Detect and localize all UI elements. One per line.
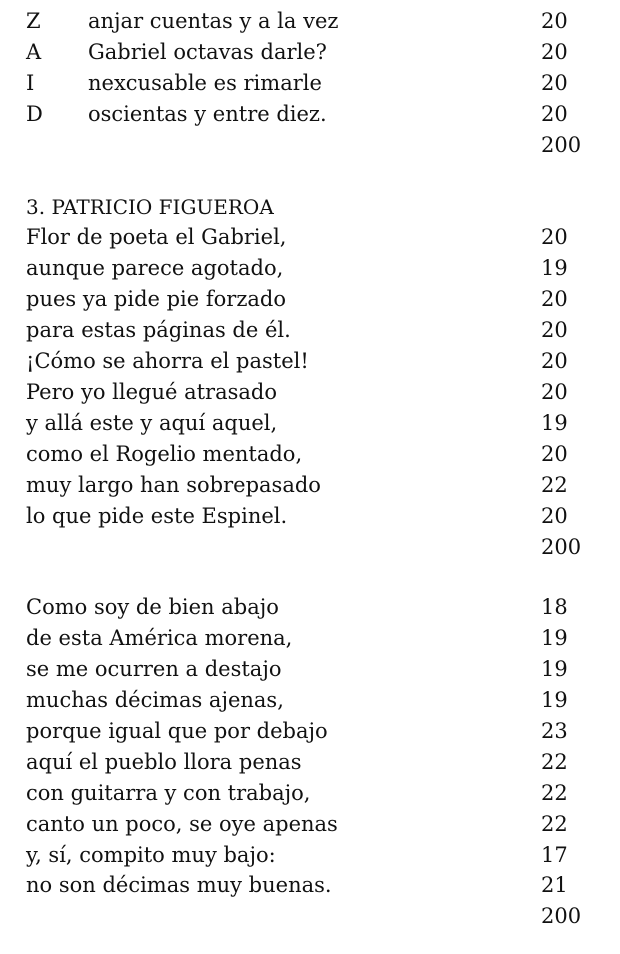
syllable-count: 20 xyxy=(541,442,568,466)
syllable-count: 22 xyxy=(541,812,568,836)
syllable-count: 20 xyxy=(541,504,568,528)
verse-line xyxy=(0,284,620,315)
verse-line xyxy=(0,623,620,654)
verse-text: Como soy de bien abajo xyxy=(26,595,279,619)
syllable-count: 21 xyxy=(541,873,568,897)
verse-text: con guitarra y con trabajo, xyxy=(26,781,311,805)
syllable-count: 18 xyxy=(541,595,568,619)
verse-line xyxy=(0,778,620,809)
acrostic-line xyxy=(0,6,620,37)
verse-text: porque igual que por debajo xyxy=(26,719,328,743)
verse-text: no son décimas muy buenas. xyxy=(26,873,332,897)
stanza-total xyxy=(0,901,620,932)
syllable-count: 19 xyxy=(541,256,568,280)
syllable-count: 19 xyxy=(541,688,568,712)
verse-line xyxy=(0,592,620,623)
acrostic-letter: A xyxy=(26,40,42,64)
total-count: 200 xyxy=(541,904,582,928)
verse-text: para estas páginas de él. xyxy=(26,318,291,342)
syllable-count: 20 xyxy=(541,318,568,342)
verse-line xyxy=(0,840,620,871)
verse-text: aquí el pueblo llora penas xyxy=(26,750,302,774)
syllable-count: 20 xyxy=(541,9,568,33)
verse-text: anjar cuentas y a la vez xyxy=(88,9,339,33)
verse-text: pues ya pide pie forzado xyxy=(26,287,286,311)
verse-line xyxy=(0,870,620,901)
verse-line xyxy=(0,470,620,501)
verse-text: Flor de poeta el Gabriel, xyxy=(26,225,287,249)
section-heading xyxy=(0,192,620,223)
verse-line xyxy=(0,377,620,408)
syllable-count: 20 xyxy=(541,380,568,404)
verse-line xyxy=(0,253,620,284)
syllable-count: 17 xyxy=(541,843,568,867)
verse-text: y allá este y aquí aquel, xyxy=(26,411,278,435)
verse-text: nexcusable es rimarle xyxy=(88,71,322,95)
verse-line xyxy=(0,501,620,532)
acrostic-line xyxy=(0,99,620,130)
syllable-count: 19 xyxy=(541,657,568,681)
section-title: 3. PATRICIO FIGUEROA xyxy=(26,195,274,219)
verse-text: canto un poco, se oye apenas xyxy=(26,812,338,836)
verse-line xyxy=(0,654,620,685)
verse-line xyxy=(0,222,620,253)
syllable-count: 20 xyxy=(541,102,568,126)
verse-line xyxy=(0,809,620,840)
syllable-count: 20 xyxy=(541,71,568,95)
syllable-count: 22 xyxy=(541,781,568,805)
verse-line xyxy=(0,346,620,377)
verse-text: oscientas y entre diez. xyxy=(88,102,327,126)
verse-text: como el Rogelio mentado, xyxy=(26,442,303,466)
stanza-total xyxy=(0,130,620,161)
acrostic-letter: D xyxy=(26,102,43,126)
syllable-count: 20 xyxy=(541,349,568,373)
total-count: 200 xyxy=(541,133,582,157)
verse-text: se me ocurren a destajo xyxy=(26,657,282,681)
verse-text: y, sí, compito muy bajo: xyxy=(26,843,276,867)
syllable-count: 20 xyxy=(541,287,568,311)
verse-line xyxy=(0,408,620,439)
stanza-total xyxy=(0,532,620,563)
verse-text: Gabriel octavas darle? xyxy=(88,40,327,64)
syllable-count: 23 xyxy=(541,719,568,743)
verse-text: Pero yo llegué atrasado xyxy=(26,380,277,404)
acrostic-letter: Z xyxy=(26,9,41,33)
verse-line xyxy=(0,315,620,346)
syllable-count: 19 xyxy=(541,626,568,650)
verse-text: aunque parece agotado, xyxy=(26,256,284,280)
verse-line xyxy=(0,747,620,778)
verse-line xyxy=(0,716,620,747)
verse-text: muchas décimas ajenas, xyxy=(26,688,284,712)
total-count: 200 xyxy=(541,535,582,559)
acrostic-letter: I xyxy=(26,71,35,95)
acrostic-line xyxy=(0,37,620,68)
verse-text: de esta América morena, xyxy=(26,626,293,650)
verse-line xyxy=(0,439,620,470)
syllable-count: 20 xyxy=(541,225,568,249)
syllable-count: 22 xyxy=(541,473,568,497)
syllable-count: 22 xyxy=(541,750,568,774)
verse-text: muy largo han sobrepasado xyxy=(26,473,321,497)
verse-text: ¡Cómo se ahorra el pastel! xyxy=(26,349,309,373)
acrostic-line xyxy=(0,68,620,99)
verse-line xyxy=(0,685,620,716)
syllable-count: 20 xyxy=(541,40,568,64)
verse-text: lo que pide este Espinel. xyxy=(26,504,288,528)
syllable-count: 19 xyxy=(541,411,568,435)
